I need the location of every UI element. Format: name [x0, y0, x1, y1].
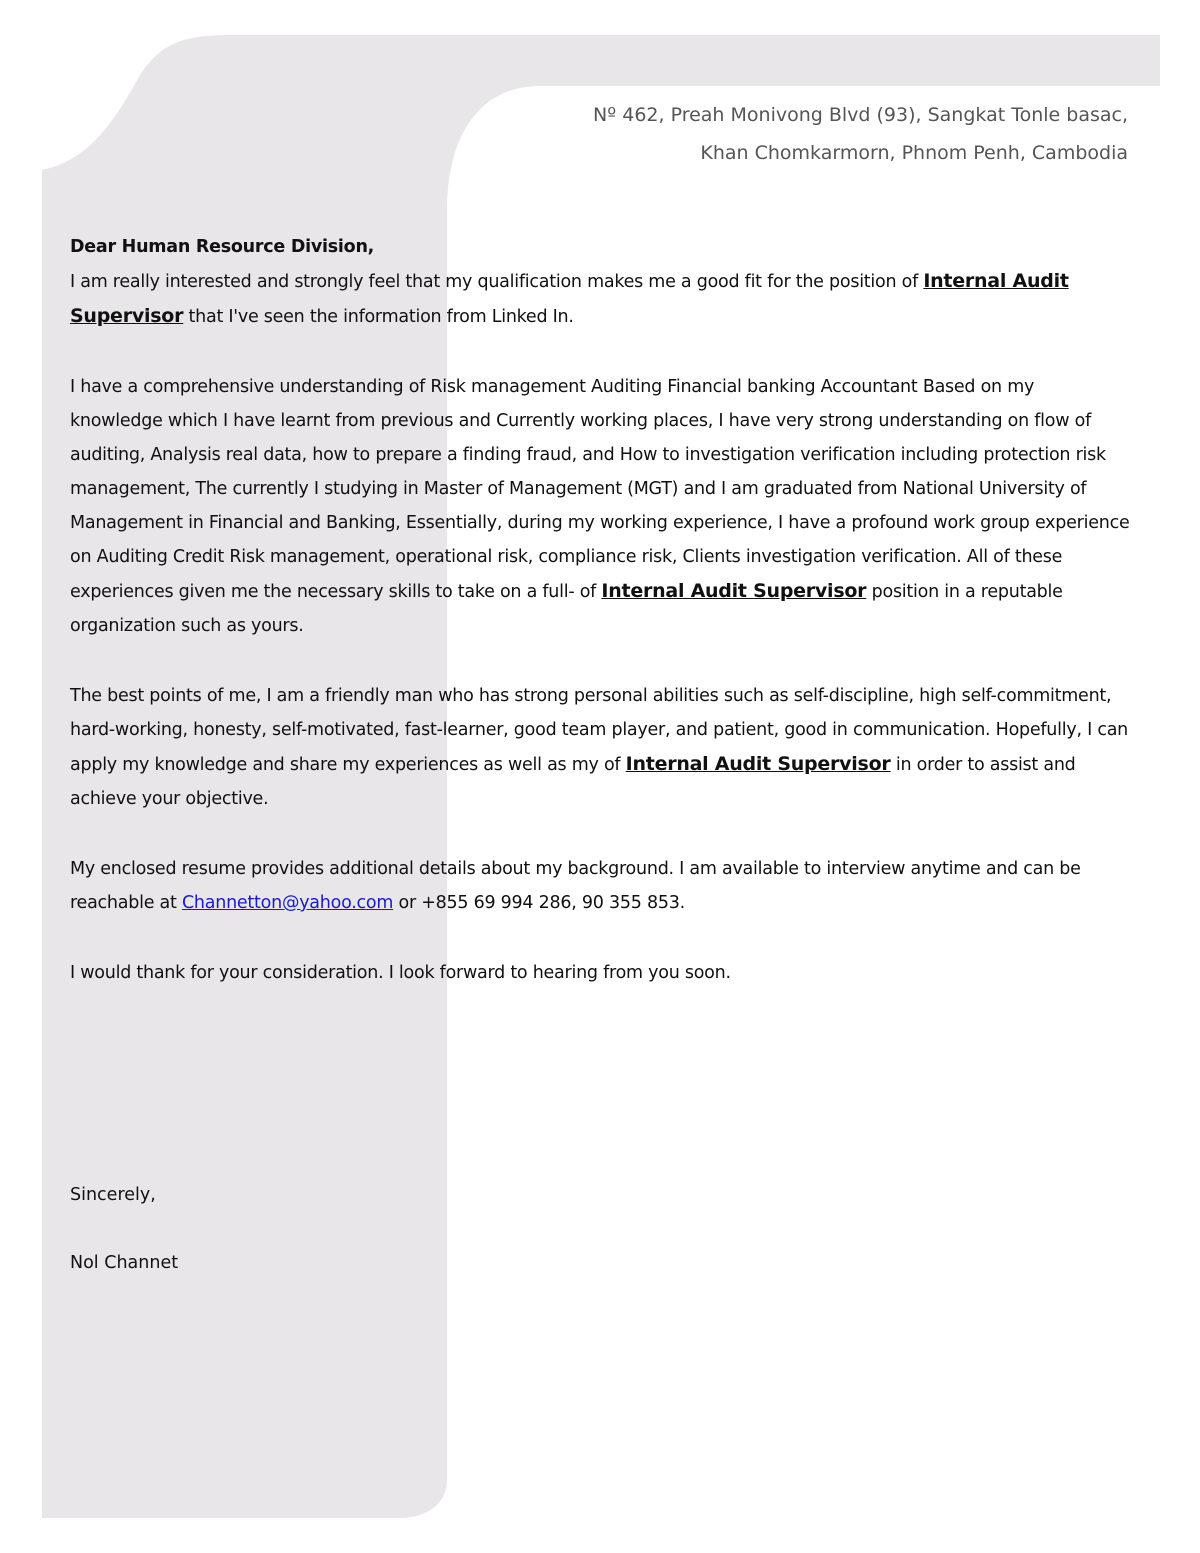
intro-text: I am really interested and strongly feel that my qualification makes me a good fit for the position of: [70, 272, 924, 292]
experience-text-end: position in a reputable organization such as yours.: [70, 582, 1063, 636]
signer-name: Nol Channet: [70, 1253, 179, 1273]
closing-block: [70, 1178, 178, 1314]
address-line-2: Khan Chomkarmorn, Phnom Penh, Cambodia: [700, 142, 1128, 164]
paragraph-experience: [70, 370, 1130, 643]
sign-off: Sincerely,: [70, 1185, 156, 1205]
contact-text-end: or +855 69 994 286, 90 355 853.: [393, 893, 685, 913]
email-link[interactable]: Channetton@yahoo.com: [181, 893, 394, 913]
paragraph-thanks: I would thank for your consideration. I look forward to hearing from you soon.: [70, 963, 731, 983]
experience-text: I have a comprehensive understanding of Risk management Auditing Financial banking Accountant Based on my knowledge which I have learnt from previous and Currently working places, I have very strong understanding on flow of auditing, Analysis real data, how to prepare a finding fraud, and How to investigation verification including protection risk management, The currently I studying in Master of Management (MGT) and I am graduated from National University of Management in Financial and Banking, Essentially, during my working experience, I have a profound work group experience on Auditing Credit Risk management, operational risk, compliance risk, Clients investigation verification. All of these experiences given me the necessary skills to take on a full- of: [70, 377, 1130, 602]
intro-text-end: that I've seen the information from Linked In.: [183, 307, 574, 327]
contact-text: My enclosed resume provides additional details about my background. I am available to interview anytime and can be reachable at: [70, 859, 1081, 913]
strengths-text: The best points of me, I am a friendly man who has strong personal abilities such as self-discipline, high self-commitment, hard-working, honesty, self-motivated, fast-learner, good team player, and patient, good in communication. Hopefully, I can apply my knowledge and share my experiences as well as my of: [70, 686, 1129, 775]
paragraph-intro: [70, 230, 1130, 334]
strengths-text-end: in order to assist and achieve your objective.: [70, 755, 1076, 809]
paragraph-contact: [70, 852, 1130, 920]
position-title: Internal Audit Supervisor: [625, 753, 891, 775]
salutation: Dear Human Resource Division,: [70, 237, 375, 257]
position-title: Internal Audit Supervisor: [70, 270, 1069, 327]
address-line-1: Nº 462, Preah Monivong Blvd (93), Sangkat Tonle basac,: [593, 104, 1128, 126]
paragraph-strengths: [70, 679, 1130, 816]
sender-address: [368, 96, 1128, 172]
position-title: Internal Audit Supervisor: [601, 580, 867, 602]
letter-body: [70, 230, 1130, 1026]
